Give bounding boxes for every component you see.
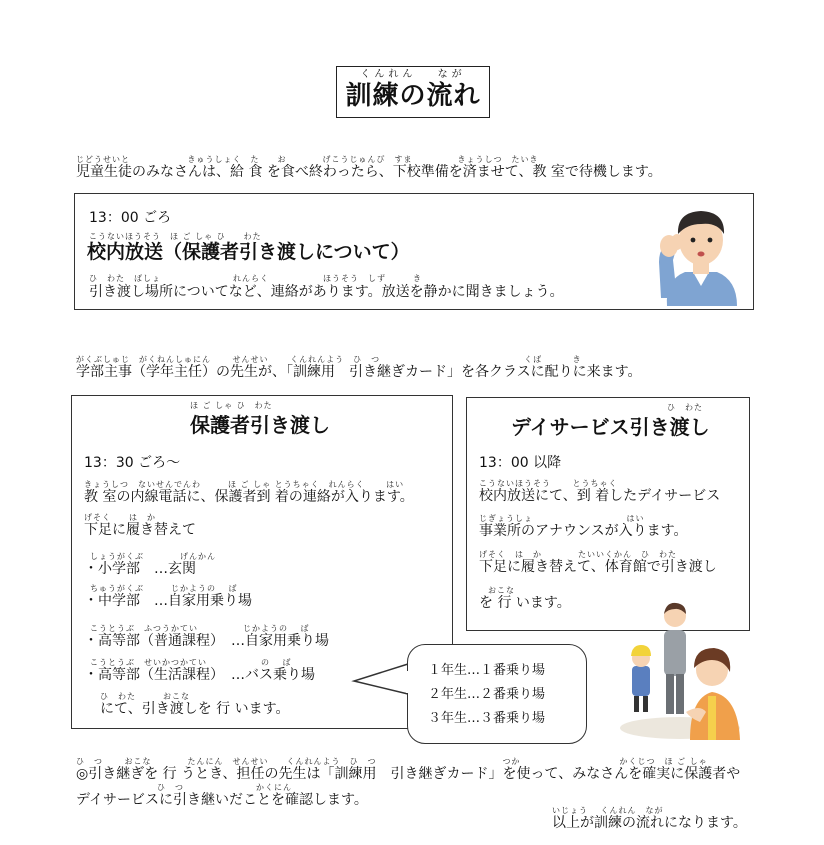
broadcast-time: 13：00 ごろ bbox=[89, 210, 172, 226]
dayservice-line3: 下足に履き替えて、体育館で引き渡し bbox=[479, 559, 717, 575]
dayservice-line3-ruby: げそく は か たいいくかん ひ わた bbox=[479, 550, 677, 559]
listening-person-illustration bbox=[655, 202, 747, 306]
guardian-item-ruby: こうとうぶ ふつうかてい じかようの ば bbox=[90, 624, 310, 633]
note-line1-ruby: ひ つ おこな たんにん せんせい くんれんよう ひ つ つか かくじつ ほ ご しゃ bbox=[76, 757, 708, 766]
note-line2: デイサービスに引き継いだことを確認します。 bbox=[76, 792, 368, 808]
dayservice-line4: を 行 います。 bbox=[479, 595, 571, 611]
guardian-line1: 教 室の内線電話に、保護者到 着の連絡が入ります。 bbox=[84, 489, 414, 505]
bubble-tail bbox=[350, 660, 410, 700]
guardian-line2: 下足に履き替えて bbox=[84, 522, 196, 538]
note-line1: ◎引き継ぎを 行 うとき、担任の先生は「訓練用 引き継ぎカード」を使って、みなさんを確実に保護者や bbox=[76, 766, 741, 782]
bubble-tail-joint bbox=[406, 671, 410, 693]
title-ruby: くんれん なが bbox=[360, 69, 466, 80]
guardian-item-ruby: ちゅうがくぶ じかようの ば bbox=[90, 584, 238, 593]
guardian-item-junior-high: ・中学部 …自家用乗り場 bbox=[84, 593, 252, 609]
guardian-item-high-life: ・高等部（生活課程） …バス乗り場 bbox=[84, 667, 315, 683]
card-line-text: 学部主事（学年主任）の先生が、「訓練用 引き継ぎカード」を各クラスに配りに来ます。 bbox=[76, 364, 642, 380]
bubble-line-grade3: ３年生…３番乗り場 bbox=[428, 711, 546, 726]
bubble-line-grade1: １年生…１番乗り場 bbox=[428, 663, 546, 678]
guardian-item-ruby: こうとうぶ せいかつかてい の ば bbox=[90, 658, 292, 667]
title-box bbox=[336, 66, 490, 118]
broadcast-body-ruby: ひ わた ばしょ れんらく ほうそう しず き bbox=[89, 274, 422, 283]
broadcast-heading-ruby: こうないほうそう ほ ご しゃ ひ わた bbox=[89, 232, 262, 241]
guardian-closing: にて、引き渡しを 行 います。 bbox=[100, 701, 290, 717]
dayservice-title: デイサービス引き渡し bbox=[511, 415, 710, 439]
broadcast-body: 引き渡し場所についてなど、連絡があります。放送を静かに聞きましょう。 bbox=[89, 284, 564, 300]
note-line2-ruby: ひ つ かくにん bbox=[76, 783, 292, 792]
dayservice-line2: 事業所のアナウンスが入ります。 bbox=[479, 523, 688, 539]
dayservice-line1: 校内放送にて、到 着したデイサービス bbox=[479, 488, 721, 504]
card-line-ruby: がくぶしゅじ がくねんしゅにん せんせい くんれんよう ひ つ くば き bbox=[76, 355, 582, 364]
intro-ruby: じどうせいと きゅうしょく た お げこうじゅんび すま きょうしつ たいき bbox=[76, 155, 539, 164]
dayservice-line1-ruby: こうないほうそう とうちゃく bbox=[479, 479, 618, 488]
guardian-item-ruby: しょうがくぶ げんかん bbox=[90, 552, 216, 561]
page-title: 訓練の流れ bbox=[345, 81, 481, 111]
family-illustration bbox=[620, 600, 745, 740]
intro-text: 児童生徒のみなさんは、給 食 を食べ終わったら、下校準備を済ませて、教 室で待機します。 bbox=[76, 164, 662, 180]
ending-ruby: いじょう くんれん なが bbox=[552, 806, 664, 815]
guardian-item-high-regular: ・高等部（普通課程） …自家用乗り場 bbox=[84, 633, 329, 649]
ending-text: 以上が訓練の流れになります。 bbox=[552, 815, 747, 831]
guardian-title-ruby: ほ ご しゃ ひ わた bbox=[190, 401, 273, 410]
dayservice-time: 13：00 以降 bbox=[479, 455, 562, 471]
broadcast-heading: 校内放送（保護者引き渡しについて） bbox=[87, 241, 410, 263]
guardian-time: 13：30 ごろ～ bbox=[84, 455, 181, 471]
broadcast-box bbox=[74, 193, 754, 310]
guardian-item-elementary: ・小学部 …玄関 bbox=[84, 561, 196, 577]
dayservice-title-ruby: ひ わた bbox=[667, 403, 703, 412]
guardian-line1-ruby: きょうしつ ないせんでんわ ほ ご しゃ とうちゃく れんらく はい bbox=[84, 480, 405, 489]
guardian-closing-ruby: ひ わた おこな bbox=[100, 692, 190, 701]
dayservice-line4-ruby: おこな bbox=[479, 586, 515, 595]
bubble-line-grade2: ２年生…２番乗り場 bbox=[428, 687, 546, 702]
bus-stop-bubble bbox=[407, 644, 587, 744]
guardian-title: 保護者引き渡し bbox=[190, 413, 330, 437]
guardian-line2-ruby: げそく は か bbox=[84, 513, 156, 522]
dayservice-handover-box bbox=[466, 397, 750, 631]
dayservice-line2-ruby: じぎょうしょ はい bbox=[479, 514, 645, 523]
